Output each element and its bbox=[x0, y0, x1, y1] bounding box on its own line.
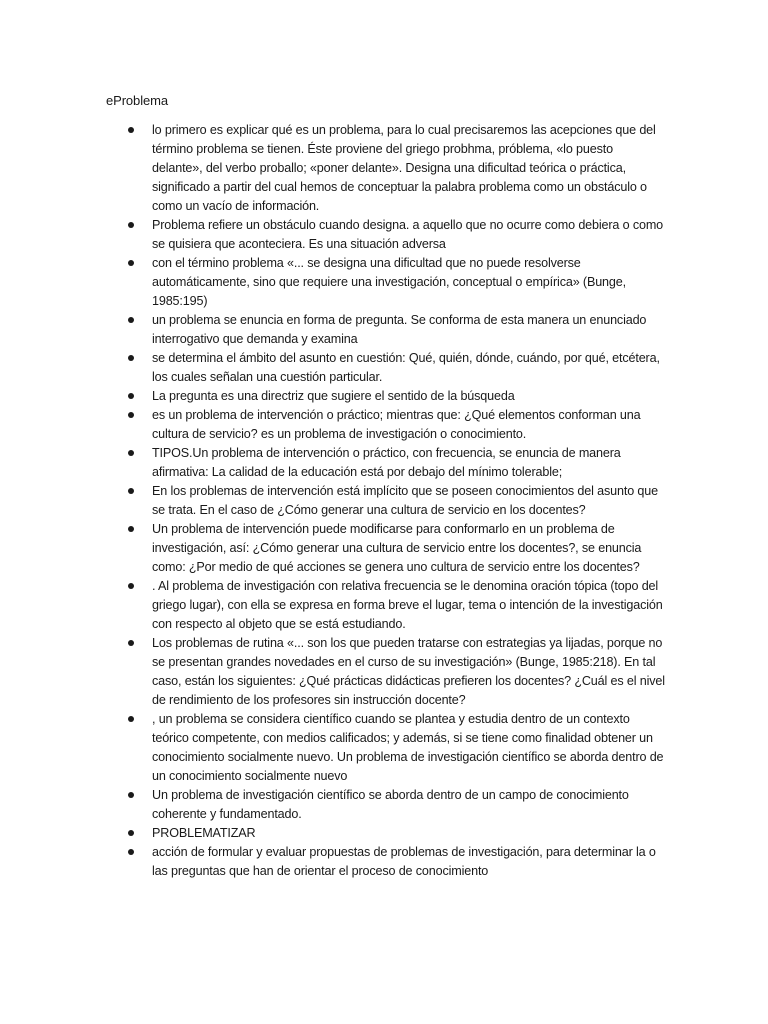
list-item-text: PROBLEMATIZAR bbox=[152, 826, 256, 840]
list-item-text: es un problema de intervención o práctico; mientras que: ¿Qué elementos conforman una cultura de servicio? es un problema de investigación o conocimiento. bbox=[152, 408, 641, 441]
bullet-icon bbox=[128, 412, 134, 418]
document-title: eProblema bbox=[106, 93, 168, 108]
list-item-text: , un problema se considera científico cuando se plantea y estudia dentro de un contexto teórico competente, con medios calificados; y además, si se tiene como finalidad obtener un conocimiento socialmente nuevo. Un problema de investigación científico se aborda dentro de un conocimiento socialmente nuevo bbox=[152, 712, 664, 783]
bullet-icon bbox=[128, 526, 134, 532]
list-item bbox=[106, 121, 666, 216]
list-item bbox=[106, 520, 666, 577]
list-item bbox=[106, 824, 666, 843]
list-item-text: se determina el ámbito del asunto en cuestión: Qué, quién, dónde, cuándo, por qué, etcétera, los cuales señalan una cuestión particular. bbox=[152, 351, 660, 384]
list-item bbox=[106, 444, 666, 482]
bullet-icon bbox=[128, 450, 134, 456]
bullet-icon bbox=[128, 830, 134, 836]
list-item bbox=[106, 634, 666, 710]
list-item bbox=[106, 843, 666, 881]
list-item bbox=[106, 406, 666, 444]
bullet-icon bbox=[128, 488, 134, 494]
bullet-icon bbox=[128, 393, 134, 399]
bullet-icon bbox=[128, 355, 134, 361]
list-item bbox=[106, 311, 666, 349]
list-item bbox=[106, 786, 666, 824]
bullet-icon bbox=[128, 583, 134, 589]
list-item bbox=[106, 254, 666, 311]
list-item bbox=[106, 349, 666, 387]
list-item-text: Un problema de investigación científico se aborda dentro de un campo de conocimiento coherente y fundamentado. bbox=[152, 788, 629, 821]
list-item-text: TIPOS.Un problema de intervención o práctico, con frecuencia, se enuncia de manera afirmativa: La calidad de la educación está por debajo del mínimo tolerable; bbox=[152, 446, 621, 479]
bullet-icon bbox=[128, 716, 134, 722]
bullet-icon bbox=[128, 127, 134, 133]
list-item bbox=[106, 577, 666, 634]
bullet-icon bbox=[128, 849, 134, 855]
bullet-icon bbox=[128, 792, 134, 798]
list-item-text: En los problemas de intervención está implícito que se poseen conocimientos del asunto que se trata. En el caso de ¿Cómo generar una cultura de servicio en los docentes? bbox=[152, 484, 658, 517]
list-item-text: un problema se enuncia en forma de pregunta. Se conforma de esta manera un enunciado interrogativo que demanda y examina bbox=[152, 313, 647, 346]
bullet-icon bbox=[128, 640, 134, 646]
bullet-icon bbox=[128, 222, 134, 228]
list-item-text: La pregunta es una directriz que sugiere el sentido de la búsqueda bbox=[152, 389, 515, 403]
bullet-list bbox=[106, 121, 666, 881]
list-item bbox=[106, 710, 666, 786]
list-item-text: con el término problema «... se designa una dificultad que no puede resolverse automáticamente, sino que requiere una investigación, conceptual o empírica» (Bunge, 1985:195) bbox=[152, 256, 626, 308]
bullet-icon bbox=[128, 317, 134, 323]
list-item-text: lo primero es explicar qué es un problema, para lo cual precisaremos las acepciones que del término problema se tienen. Éste proviene del griego probhma, próblema, «lo puesto delante», del verbo proballo; «poner delante». Designa una dificultad teórica o práctica, significado a partir del cual hemos de conceptuar la palabra problema como un obstáculo o como un vacío de información. bbox=[152, 123, 656, 213]
list-item-text: acción de formular y evaluar propuestas de problemas de investigación, para determinar la o las preguntas que han de orientar el proceso de conocimiento bbox=[152, 845, 656, 878]
list-item-text: Problema refiere un obstáculo cuando designa. a aquello que no ocurre como debiera o como se quisiera que aconteciera. Es una situación adversa bbox=[152, 218, 664, 251]
list-item bbox=[106, 387, 666, 406]
list-item-text: . Al problema de investigación con relativa frecuencia se le denomina oración tópica (topo del griego lugar), con ella se expresa en forma breve el lugar, tema o intención de la investigación con respecto al objeto que se está estudiando. bbox=[152, 579, 663, 631]
list-item-text: Los problemas de rutina «... son los que pueden tratarse con estrategias ya lijadas, porque no se presentan grandes novedades en el curso de su investigación» (Bunge, 1985:218). En tal caso, están los siguientes: ¿Qué prácticas didácticas prefieren los docentes? ¿Cuál es el nivel de rendimiento de los profesores sin instrucción docente? bbox=[152, 636, 665, 707]
list-item bbox=[106, 216, 666, 254]
bullet-icon bbox=[128, 260, 134, 266]
list-item bbox=[106, 482, 666, 520]
list-item-text: Un problema de intervención puede modificarse para conformarlo en un problema de investigación, así: ¿Cómo generar una cultura de servicio entre los docentes?, se enuncia como: ¿Por medio de qué acciones se genera uno cultura de servicio entre los docentes? bbox=[152, 522, 642, 574]
